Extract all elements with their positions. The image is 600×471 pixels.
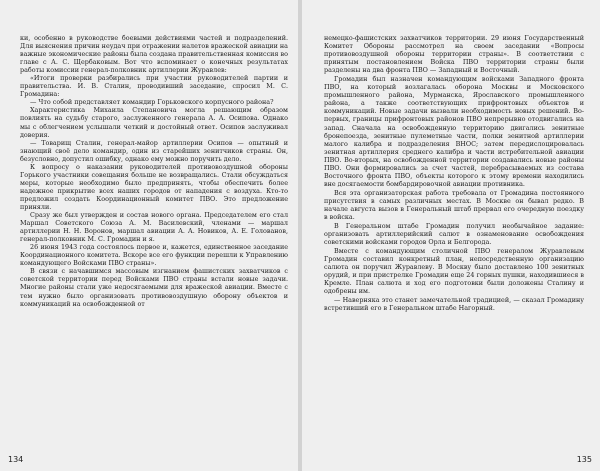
paragraph: — Наверняка это станет замечательной традицией, — сказал Громадину встретивший его в Генеральном штабе Нагорный.	[324, 295, 584, 312]
paragraph: — Товарищ Сталин, генерал-майор артиллерии Осипов — опытный и знающий своё дело командир, один из старейших зенитчиков страны. Он, безусловно, допустил ошибку, однако ему можно поручить дело.	[20, 138, 288, 163]
paragraph: Характеристика Михаила Степановича могла решающим образом повлиять на судьбу старого, заслуженного генерала А. А. Осипова. Однако мы с облегчением услышали четкий и достойный ответ. Осипов заслуживал доверия.	[20, 106, 288, 139]
paragraph: К вопросу о наказании руководителей противовоздушной обороны Горького участники совещания больше не возвращались. Стали обсуждаться меры, которые необходимо было предпринять, чтобы обеспечить более надежное прикрытие всех наших городов от нападения с воздуха. Кто-то предложил создать Координационный комитет ПВО. Это предложение приняли.	[20, 162, 288, 211]
paragraph: — Что собой представляет командир Горьковского корпусного района?	[30, 98, 274, 107]
paragraph: В связи с начавшимся массовым изгнанием фашистских захватчиков с советской территории перед Войсками ПВО страны встали новые задачи. Многие районы стали уже недосягаемыми для вражеской авиации. Вместе с тем нужно было организовать противовоздушную оборону объектов и коммуникаций на освобожденной от	[20, 267, 288, 308]
left-page-text	[20, 34, 288, 308]
page-number-right: 135	[576, 455, 592, 464]
paragraph: Вместе с командующим столичной ПВО генералом Журавлевым Громадин составил конкретный план, непосредственную организацию салюта он поручил Журавлеву. В Москву было доставлено 100 зенитных орудий, и при пристрелке Громадин еще 24 горных пушки, находившиеся в Кремле. План салюта и ход его подготовки были доложены Сталину и одобрены им.	[324, 247, 584, 296]
paragraph: ки, особенно в руководстве боевыми действиями частей и подразделений. Для выяснения причин неудач при отражении налетов вражеской авиации на важные экономические районы была создана правительственная комиссия во главе с А. С. Щербаковым. Вот что вспоминает о конечных результатах работы комиссии генерал-полковник артиллерии Журавлев:	[20, 34, 288, 75]
paragraph: Вся эта организаторская работа требовала от Громадина постоянного присутствия в самых различных местах. В Москве он бывал редко. В начале августа вызов в Генеральный штаб прервал его очередную поездку в войска.	[324, 188, 584, 222]
paragraph: Громадин был назначен командующим войсками Западного фронта ПВО, на который возлагалась оборона Москвы и Московского промышленного района, Мурманска, Ярославского промышленного района, а также соответствующих прифронтовых объектов и коммуникаций. Новые задачи вызвали необходимость новых решений. Во-первых, границы прифронтовых районов ПВО непрерывно отодвигались на запад. Сначала на освобожденную территорию двигались зенитные бронепоезда, зенитные пулеметные части, полки зенитной артиллерии малого калибра и подразделения ВНОС; затем передислоцировалась зенитная артиллерия среднего калибра и части истребительной авиации ПВО. Во-вторых, на освобожденной территории создавались новые районы ПВО. Они формировались за счет частей, перебрасываемых из состава Восточного фронта ПВО, объекты которого к этому времени находились вне досягаемости бомбардировочной авиации противника.	[324, 75, 584, 188]
paragraph: Сразу же был утвержден и состав нового органа. Председателем его стал Маршал Советского Союза А. М. Василевский, членами — маршал артиллерии Н. Н. Воронов, маршал авиации А. А. Новиков, А. Е. Голованов, генерал-полковник М. С. Громадин и я.	[20, 211, 288, 244]
paragraph: немецко-фашистских захватчиков территории. 29 июня Государственный Комитет Обороны рассмотрел на своем заседании «Вопросы противовоздушной обороны территории страны». В соответствии с принятым постановлением Войска ПВО территории страны были разделены на два фронта ПВО — Западный и Восточный.	[324, 34, 584, 75]
left-page	[0, 0, 298, 471]
page-number-left: 134	[8, 455, 24, 464]
paragraph: 26 июня 1943 года состоялось первое и, кажется, единственное заседание Координационного комитета. Вскоре все его функции перешли к Управлению командующего Войсками ПВО страны».	[20, 243, 288, 268]
paragraph: «Итоги проверки разбирались при участии руководителей партии и правительства. И. В. Сталин, проводивший заседание, спросил М. С. Громадина:	[20, 74, 288, 99]
right-page-text	[324, 34, 584, 312]
right-page	[302, 0, 600, 471]
paragraph: В Генеральном штабе Громадин получил необычайное задание: организовать артиллерийский салют в ознаменование освобождения советскими войсками городов Орла и Белгорода.	[324, 222, 584, 247]
